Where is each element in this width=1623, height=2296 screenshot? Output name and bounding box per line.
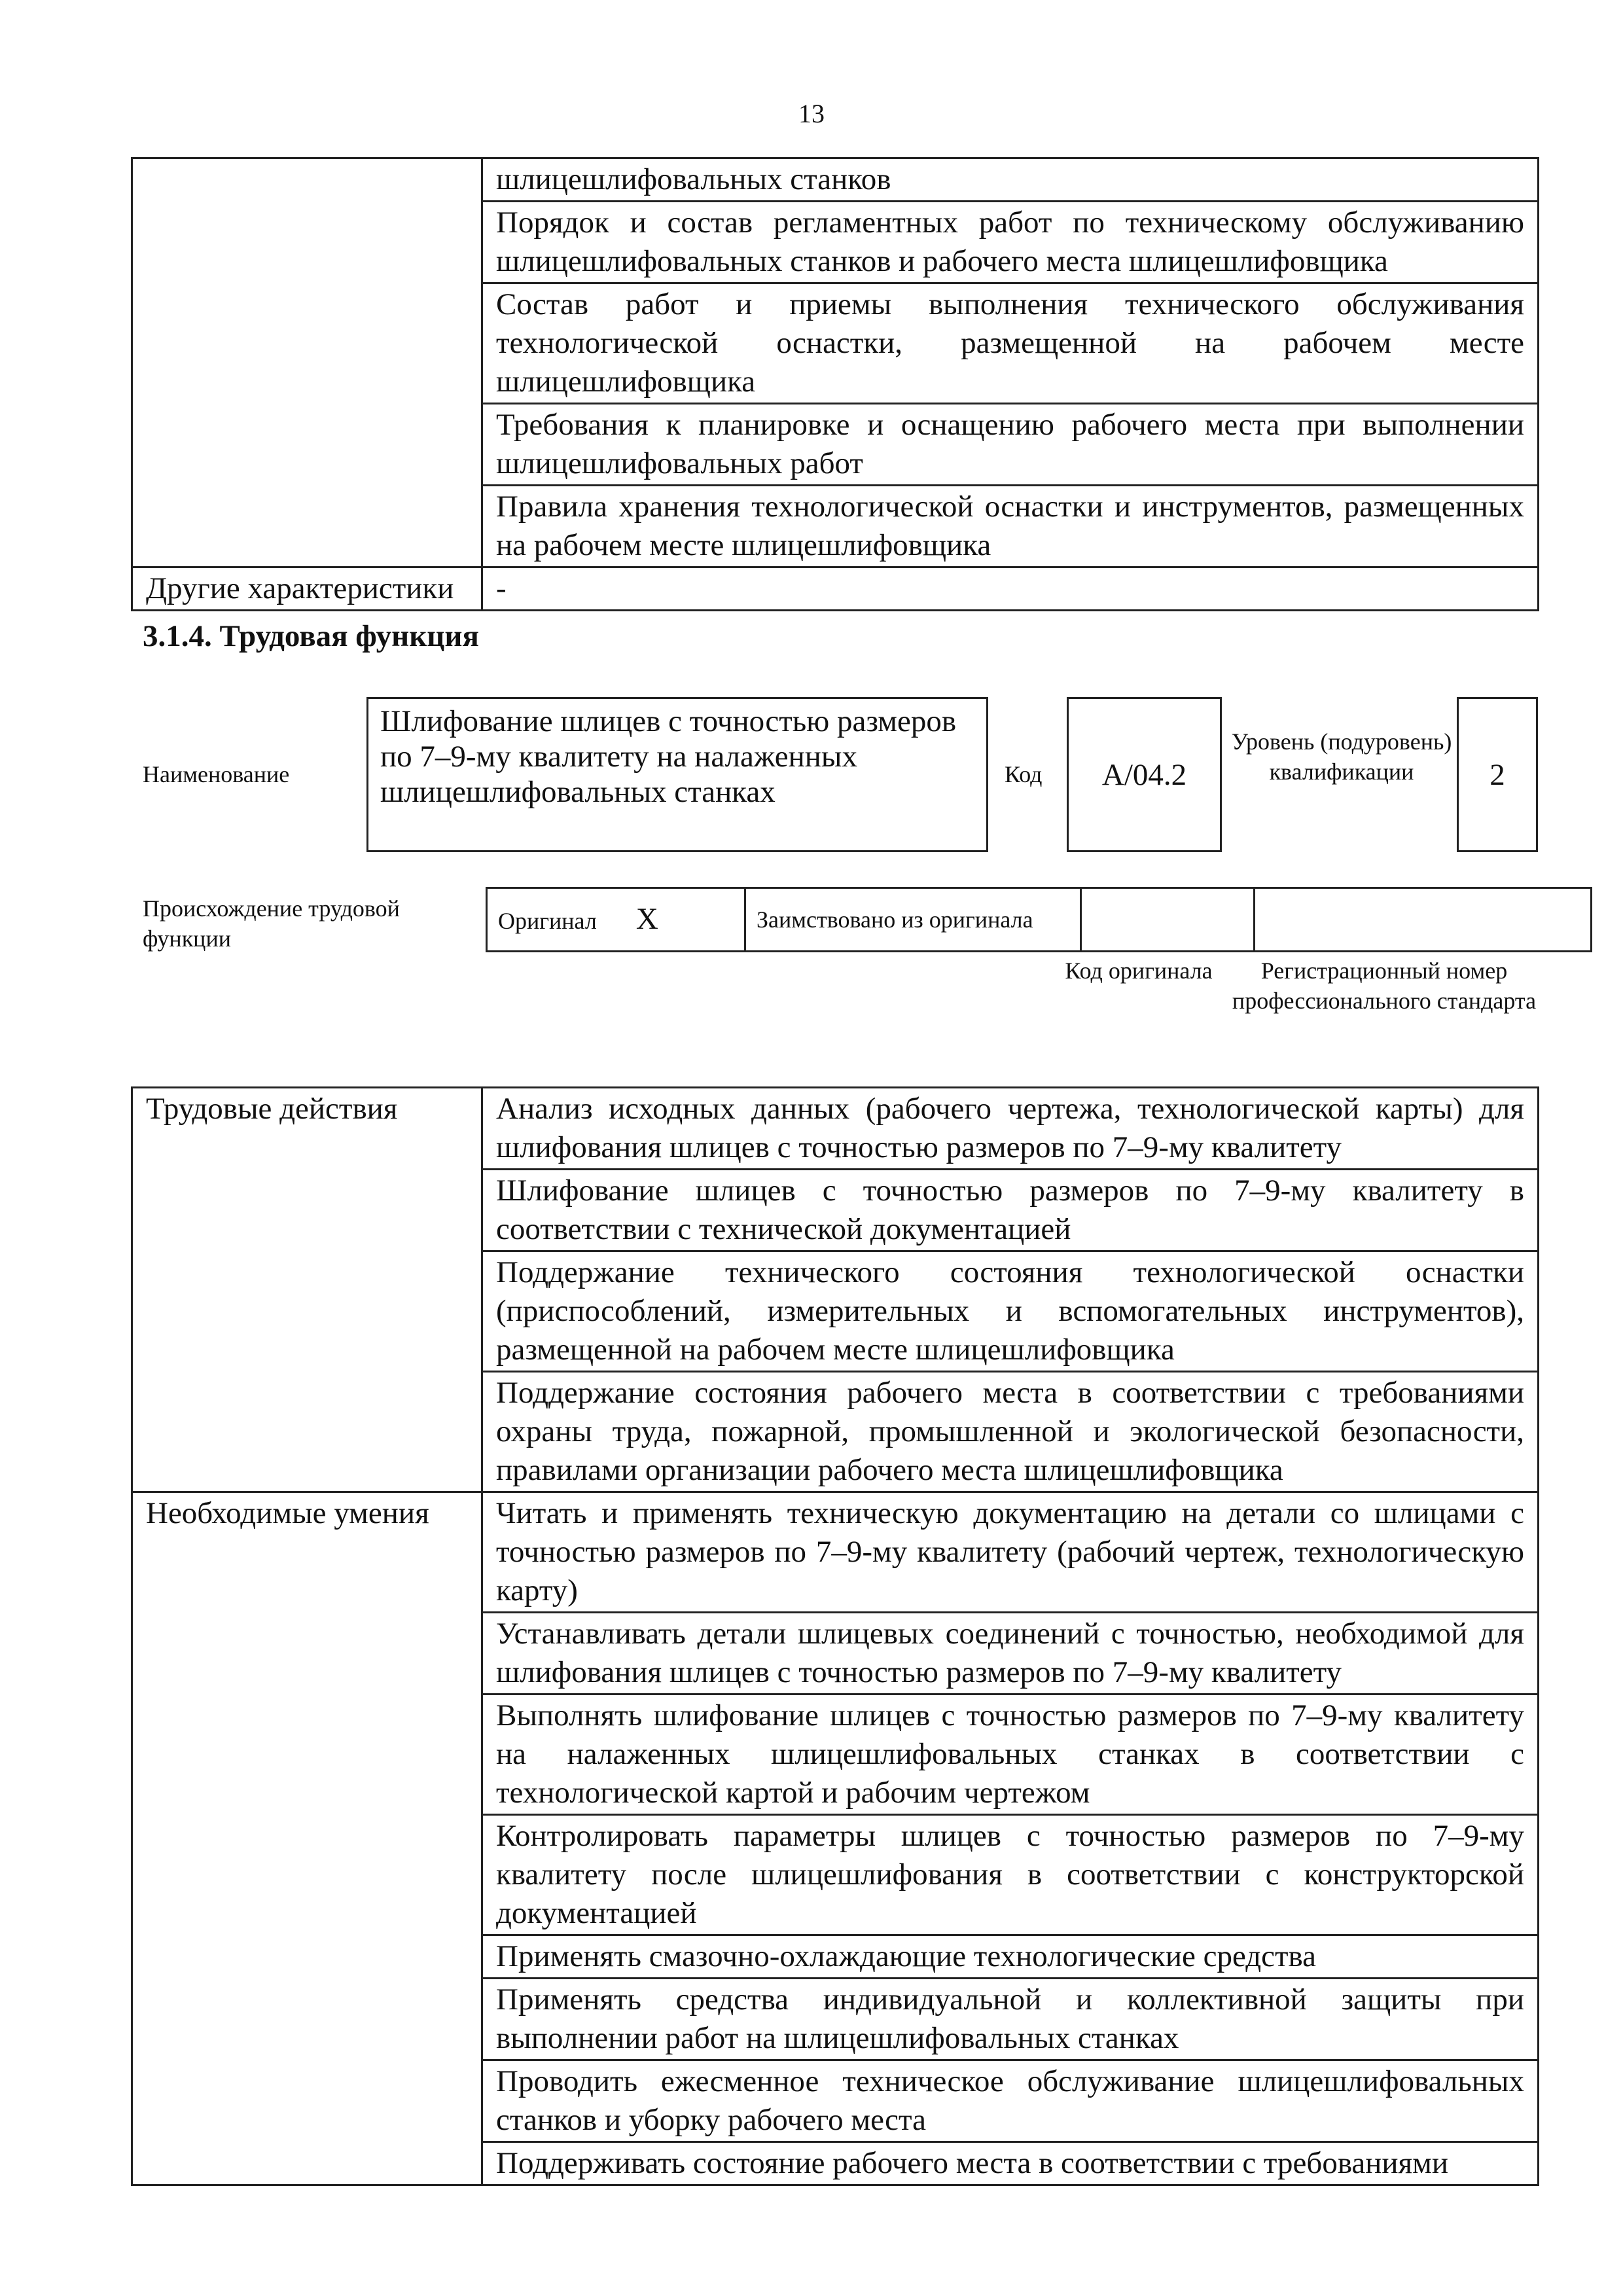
other-characteristics-value: - bbox=[482, 567, 1539, 611]
labor-actions-label: Трудовые действия bbox=[132, 1088, 482, 1492]
skill-item: Применять средства индивидуальной и коллективной защиты при выполнении работ на шлицешлифовальных станках bbox=[482, 1979, 1539, 2060]
required-skills-label: Необходимые умения bbox=[132, 1492, 482, 2185]
skill-item: Контролировать параметры шлицев с точностью размеров по 7–9-му квалитету после шлицешлифования в соответствии с конструкторской документацией bbox=[482, 1815, 1539, 1935]
knowledge-item: Состав работ и приемы выполнения технического обслуживания технологической оснастки, размещенной на рабочем месте шлицешлифовщика bbox=[482, 283, 1539, 404]
labor-action-item: Анализ исходных данных (рабочего чертежа, технологической карты) для шлифования шлицев с точностью размеров по 7–9-му квалитету bbox=[482, 1088, 1539, 1170]
origin-table bbox=[486, 887, 1592, 952]
borrowed-cell: Заимствовано из оригинала bbox=[745, 888, 1081, 952]
function-name-box: Шлифование шлицев с точностью размеров по 7–9-му квалитету на налаженных шлицешлифовальных станках bbox=[366, 697, 988, 852]
skill-item: Читать и применять техническую документацию на детали со шлицами с точностью размеров по 7–9-му квалитету (рабочий чертеж, технологическую карту) bbox=[482, 1492, 1539, 1613]
other-characteristics-label: Другие характеристики bbox=[132, 567, 482, 611]
knowledge-table-continuation bbox=[131, 157, 1539, 611]
code-label: Код bbox=[1005, 761, 1043, 787]
registration-caption: Регистрационный номер профессионального стандарта bbox=[1232, 958, 1537, 1014]
labor-action-item: Поддержание состояния рабочего места в соответствии с требованиями охраны труда, пожарной, промышленной и экологической безопасности, правилами организации рабочего места шлицешлифовщика bbox=[482, 1372, 1539, 1492]
skill-item: Поддерживать состояние рабочего места в соответствии с требованиями bbox=[482, 2142, 1539, 2185]
labor-actions-table bbox=[131, 1086, 1539, 2186]
level-value-box: 2 bbox=[1457, 697, 1538, 852]
table-row bbox=[132, 158, 1539, 202]
original-mark: X bbox=[635, 901, 658, 936]
knowledge-item: Требования к планировке и оснащению рабочего места при выполнении шлицешлифовальных работ bbox=[482, 404, 1539, 486]
labor-action-item: Шлифование шлицев с точностью размеров по 7–9-му квалитету в соответствии с технической документацией bbox=[482, 1170, 1539, 1251]
name-label: Наименование bbox=[143, 761, 290, 787]
skill-item: Устанавливать детали шлицевых соединений с точностью, необходимой для шлифования шлицев с точностью размеров по 7–9-му квалитету bbox=[482, 1613, 1539, 1695]
origin-label: Происхождение трудовой функции bbox=[143, 895, 400, 952]
table-row bbox=[132, 567, 1539, 611]
knowledge-label-cell bbox=[132, 158, 482, 567]
table-row bbox=[487, 888, 1592, 952]
registration-number-cell bbox=[1255, 888, 1592, 952]
original-code-cell bbox=[1081, 888, 1255, 952]
skill-item: Применять смазочно-охлаждающие технологические средства bbox=[482, 1935, 1539, 1979]
knowledge-item: шлицешлифовальных станков bbox=[482, 158, 1539, 202]
table-row bbox=[132, 1492, 1539, 1613]
function-code-box: A/04.2 bbox=[1067, 697, 1222, 852]
skill-item: Выполнять шлифование шлицев с точностью размеров по 7–9-му квалитету на налаженных шлицешлифовальных станках в соответствии с технологической картой и рабочим чертежом bbox=[482, 1695, 1539, 1815]
level-label: Уровень (подуровень) квалификации bbox=[1231, 728, 1452, 785]
original-cell bbox=[487, 888, 745, 952]
knowledge-item: Порядок и состав регламентных работ по техническому обслуживанию шлицешлифовальных станков и рабочего места шлицешлифовщика bbox=[482, 202, 1539, 283]
skill-item: Проводить ежесменное техническое обслуживание шлицешлифовальных станков и уборку рабочего места bbox=[482, 2060, 1539, 2142]
code-caption: Код оригинала bbox=[1065, 958, 1213, 984]
original-label: Оригинал bbox=[498, 907, 597, 934]
knowledge-item: Правила хранения технологической оснастки и инструментов, размещенных на рабочем месте шлицешлифовщика bbox=[482, 486, 1539, 567]
section-heading: 3.1.4. Трудовая функция bbox=[143, 619, 479, 653]
table-row bbox=[132, 1088, 1539, 1170]
labor-action-item: Поддержание технического состояния технологической оснастки (приспособлений, измерительных и вспомогательных инструментов), размещенной на рабочем месте шлицешлифовщика bbox=[482, 1251, 1539, 1372]
page-number: 13 bbox=[798, 99, 825, 128]
